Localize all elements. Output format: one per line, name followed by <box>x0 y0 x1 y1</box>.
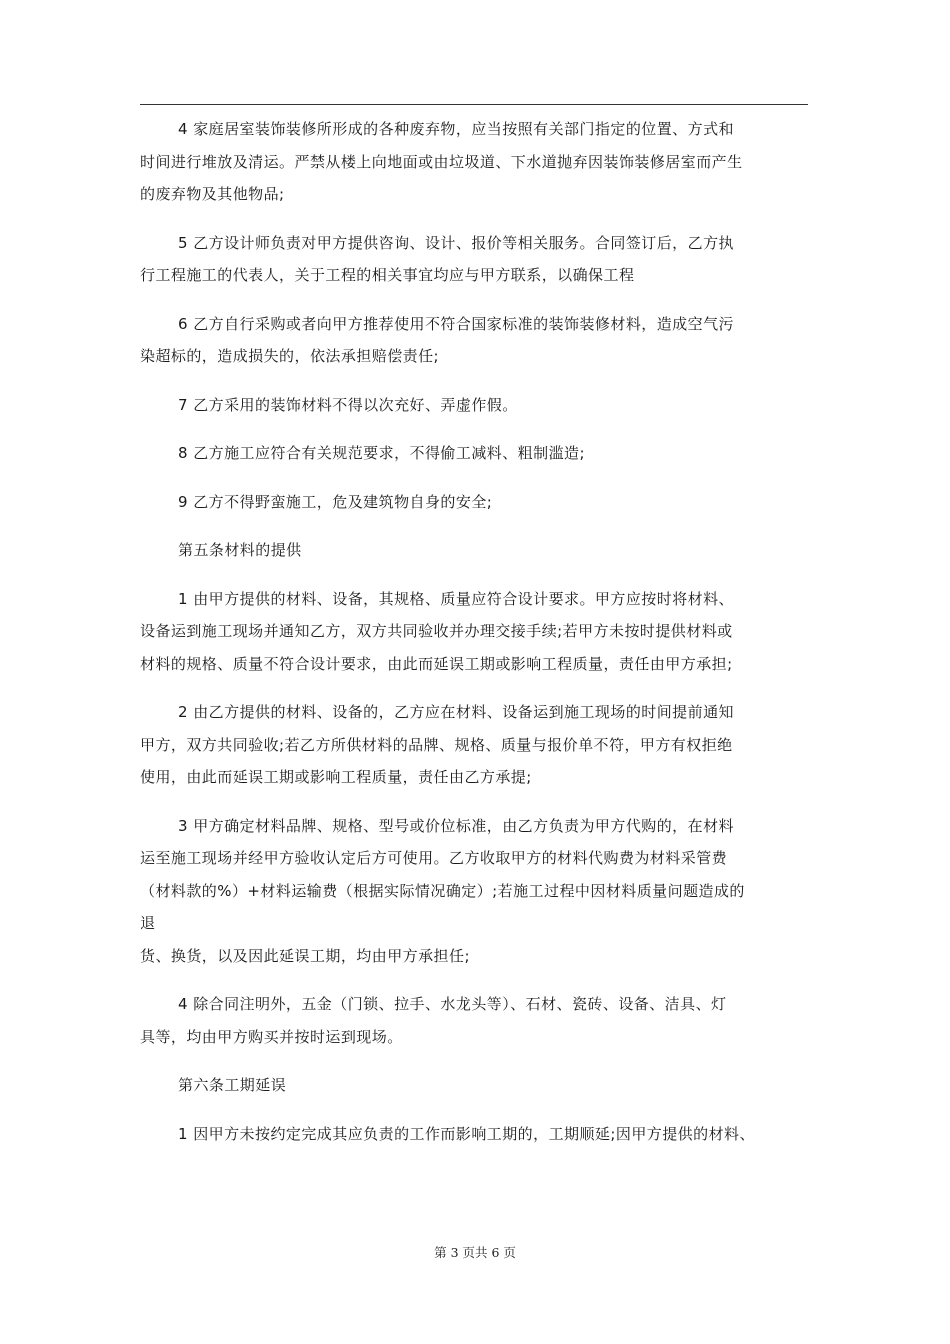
paragraph-line: 退 <box>140 914 156 932</box>
paragraph <box>140 113 808 211</box>
paragraph-line: 2 由乙方提供的材料、设备的，乙方应在材料、设备运到施工现场的时间提前通知 <box>178 703 734 721</box>
paragraph-line: 第五条材料的提供 <box>178 541 302 559</box>
paragraph-line: 8 乙方施工应符合有关规范要求，不得偷工减料、粗制滥造; <box>178 444 585 462</box>
paragraph-line: 9 乙方不得野蛮施工，危及建筑物自身的安全; <box>178 492 493 511</box>
paragraph-line: 4 除合同注明外，五金（门锁、拉手、水龙头等）、石材、瓷砖、设备、洁具、灯 <box>178 995 727 1013</box>
paragraph-line: 7 乙方采用的装饰材料不得以次充好、弄虚作假。 <box>178 395 518 414</box>
paragraph <box>140 308 808 373</box>
paragraph <box>140 583 808 681</box>
paragraph <box>140 227 808 292</box>
page-number-footer: 第 3 页共 6 页 <box>434 1245 516 1260</box>
paragraph-line: 4 家庭居室装饰装修所形成的各种废弃物，应当按照有关部门指定的位置、方式和 <box>178 120 734 138</box>
paragraph <box>140 696 808 794</box>
paragraph-line: 使用，由此而延误工期或影响工程质量，责任由乙方承提; <box>140 768 532 786</box>
document-body <box>140 113 808 1166</box>
paragraph-line: 的废弃物及其他物品; <box>140 185 285 203</box>
paragraph-line: 1 因甲方未按约定完成其应负责的工作而影响工期的，工期顺延;因甲方提供的材料、 <box>178 1124 755 1143</box>
paragraph <box>140 486 808 519</box>
paragraph-line: 3 甲方确定材料品牌、规格、型号或价位标准，由乙方负责为甲方代购的，在材料 <box>178 816 734 835</box>
paragraph <box>140 810 808 973</box>
paragraph-line: 6 乙方自行采购或者向甲方推荐使用不符合国家标准的装饰装修材料，造成空气污 <box>178 314 734 333</box>
paragraph-line: 材料的规格、质量不符合设计要求，由此而延误工期或影响工程质量，责任由甲方承担; <box>140 654 733 673</box>
paragraph <box>140 389 808 422</box>
paragraph <box>140 534 808 567</box>
paragraph-line: 运至施工现场并经甲方验收认定后方可使用。乙方收取甲方的材料代购费为材料采管费 <box>140 849 728 867</box>
paragraph-line: 1 由甲方提供的材料、设备，其规格、质量应符合设计要求。甲方应按时将材料、 <box>178 589 734 608</box>
paragraph-line: 具等，均由甲方购买并按时运到现场。 <box>140 1027 403 1046</box>
paragraph-line: 货、换货，以及因此延误工期，均由甲方承担任; <box>140 946 470 965</box>
paragraph <box>140 437 808 470</box>
paragraph-line: 染超标的，造成损失的，依法承担赔偿责任; <box>140 347 440 365</box>
paragraph-line: 甲方，双方共同验收;若乙方所供材料的品牌、规格、质量与报价单不符，甲方有权拒绝 <box>140 735 733 754</box>
paragraph-line: 时间进行堆放及清运。严禁从楼上向地面或由垃圾道、下水道抛弃因装饰装修居室而产生 <box>140 152 743 171</box>
paragraph <box>140 1069 808 1102</box>
paragraph-line: （材料款的%）+材料运输费（根据实际情况确定）;若施工过程中因材料质量问题造成的 <box>140 881 745 900</box>
paragraph-line: 第六条工期延误 <box>178 1076 287 1094</box>
paragraph-line: 5 乙方设计师负责对甲方提供咨询、设计、报价等相关服务。合同签订后，乙方执 <box>178 233 734 252</box>
paragraph-line: 设备运到施工现场并通知乙方，双方共同验收并办理交接手续;若甲方未按时提供材料或 <box>140 622 733 640</box>
paragraph-line: 行工程施工的代表人，关于工程的相关事宜均应与甲方联系，以确保工程 <box>140 266 635 284</box>
header-rule <box>140 104 808 105</box>
paragraph <box>140 988 808 1053</box>
paragraph <box>140 1118 808 1151</box>
